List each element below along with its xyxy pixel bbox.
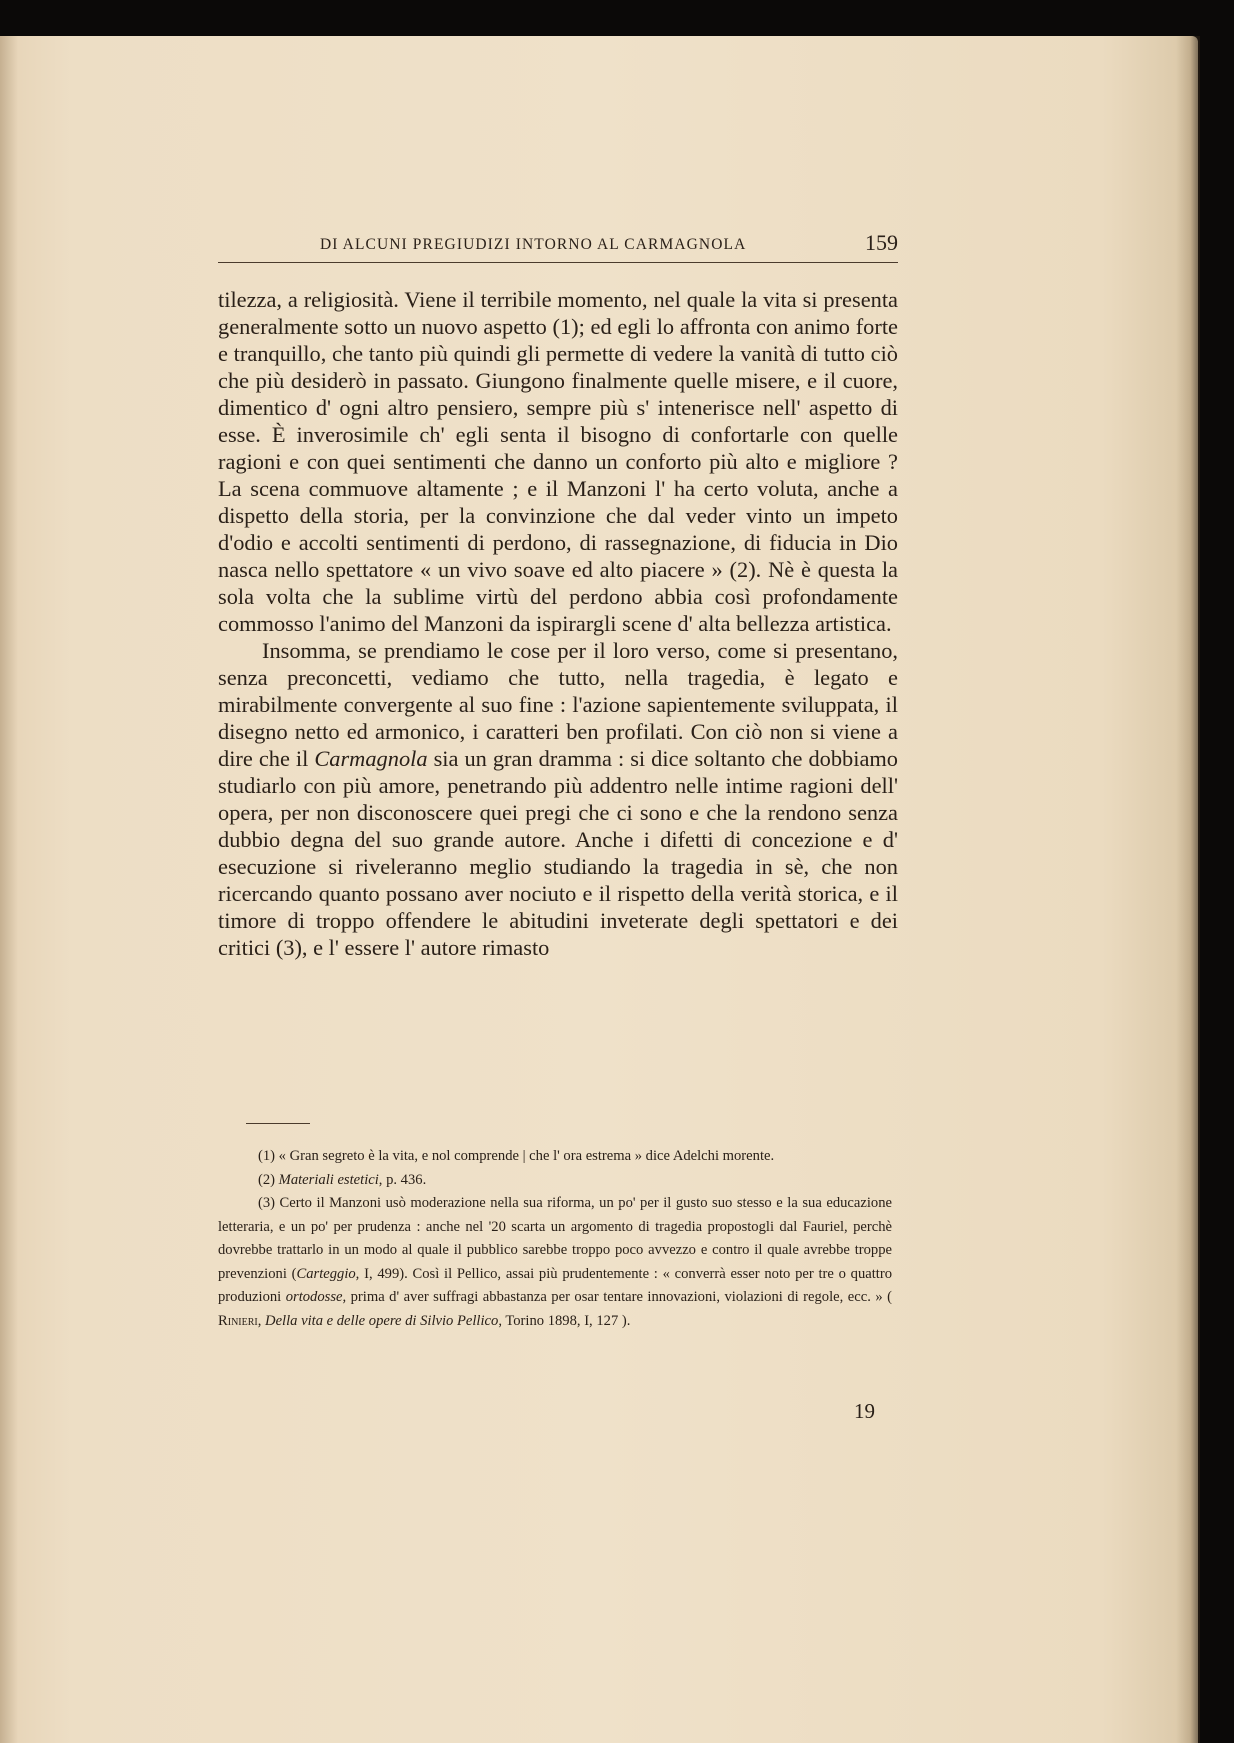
footnote-3-text-a: (3) Certo il Manzoni usò moderazione nella sua riforma, un po' per il gusto suo stesso e la sua educazione letteraria, e un po' per prudenza : anche nel '20 scarta un argomento di tragedia propostogli dal Fauriel, perchè dovrebbe trattarlo in un modo al quale il pubblico sarebbe troppo poco avvezzo e contro il quale avrebbe troppe prevenzioni ( [218, 1195, 892, 1282]
signature-mark: 19 [854, 1399, 875, 1423]
footnote-3 [218, 1192, 892, 1333]
footnote-2 [218, 1169, 892, 1193]
paragraph-2 [218, 637, 898, 961]
footnote-2-number: (2) [258, 1171, 279, 1188]
footnote-3-text-b: I, 499). Così il Pellico, assai più prudentemente : « converrà esser noto per tre o quattro produzioni [218, 1265, 892, 1305]
running-title: DI ALCUNI PREGIUDIZI INTORNO AL CARMAGNOLA [320, 236, 747, 253]
page-number: 159 [865, 230, 898, 255]
paragraph-2-title-italic: Carmagnola [314, 746, 428, 771]
footnote-3-text-c: prima d' aver suffragi abbastanza per osar tentare innovazioni, violazioni di regole, ecc. » ( [346, 1289, 892, 1305]
footnote-3-text-e: , Torino 1898, I, 127 ). [498, 1312, 631, 1329]
footnote-separator [246, 1123, 310, 1124]
footnote-3-book-title: Della vita e delle opere di Silvio Pellico [265, 1312, 499, 1329]
footnotes [218, 1145, 892, 1333]
paragraph-2-text-a: Insomma, se prendiamo le cose per il loro verso, come si presentano, senza preconcetti, vediamo che tutto, nella tragedia, è legato e mirabilmente convergente al suo fine : l'azione sapientemente sviluppata, il disegno netto ed armonico, i caratteri ben profilati. Con ciò non si viene a dire che il [218, 638, 898, 771]
paragraph-2-text-b: sia un gran dramma : si dice soltanto che dobbiamo studiarlo con più amore, penetrando più addentro nelle intime ragioni dell' opera, per non disconoscere quei pregi che ci sono e che la rendono senza dubbio degna del suo grande autore. Anche i difetti di concezione e d' esecuzione si riveleranno meglio studiando la tragedia in sè, che non ricercando quanto possano aver nociuto e il rispetto della verità storica, e il timore di troppo offendere le abitudini inveterate degli spettatori e dei critici (3), e l' essere l' autore rimasto [218, 746, 898, 960]
footnote-3-ortodosse: ortodosse, [285, 1289, 347, 1305]
paragraph-1: tilezza, a religiosità. Viene il terribile momento, nel quale la vita si presenta generalmente sotto un nuovo aspetto (1); ed egli lo affronta con animo forte e tranquillo, che tanto più quindi gli permette di vedere la vanità di tutto ciò che più desiderò in passato. Giungono finalmente quelle misere, e il cuore, dimentico d' ogni altro pensiero, sempre più s' intenerisce nell' aspetto di esse. È inverosimile ch' egli senta il bisogno di confortarle con quelle ragioni e con quei sentimenti che danno un conforto più alto e migliore ? La scena commuove altamente ; e il Manzoni l' ha certo voluta, anche a dispetto della storia, per la convinzione che dal veder vinto un impeto d'odio e accolti sentimenti di perdono, di rassegnazione, di fiducia in Dio nasca nello spettatore « un vivo soave ed alto piacere » (2). Nè è questa la sola volta che la sublime virtù del perdono abbia così profondamente commosso l'animo del Manzoni da ispirargli scene d' alta bellezza artistica. [218, 287, 898, 636]
footnote-3-text-d: , [257, 1312, 266, 1329]
body-text [218, 286, 898, 961]
page-left-edge [0, 36, 18, 1743]
footnote-3-author: Rinieri [218, 1312, 258, 1329]
page-right-edge [1176, 36, 1200, 1743]
running-header [218, 228, 898, 263]
footnote-2-title: Materiali estetici [278, 1171, 379, 1188]
footnote-2-page: , p. 436. [378, 1171, 427, 1188]
footnote-1: (1) « Gran segreto è la vita, e nol comprende | che l' ora estrema » dice Adelchi morente. [258, 1148, 775, 1164]
footnote-3-carteggio: Carteggio, [296, 1265, 360, 1282]
